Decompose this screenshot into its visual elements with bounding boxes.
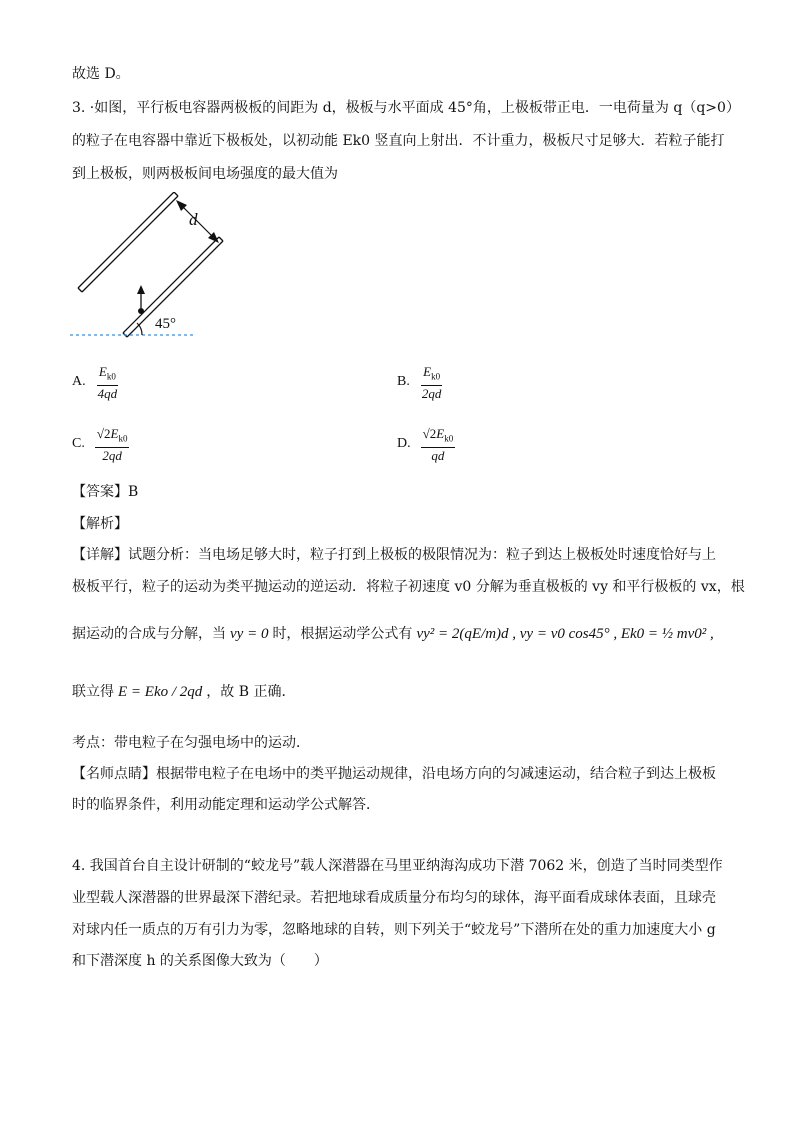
angle-label: 45° (155, 316, 176, 332)
option-b-fraction: $\frac{E_{k0}}{2qd}$ (421, 364, 442, 401)
q4-line-4: 和下潜深度 h 的关系图像大致为（ ） (72, 953, 328, 969)
detail-line-1: 【详解】试题分析：当电场足够大时，粒子打到上极板的极限情况为：粒子到达上极板处时速度恰好与上 (72, 547, 716, 563)
detail-line-4: 联立得 E = Eko / 2qd ，故 B 正确． (72, 684, 296, 700)
prev-answer: 故选 D。 (72, 66, 130, 82)
option-a-label: A. (72, 374, 86, 390)
option-d-label: D. (397, 436, 411, 452)
q4-line-1: 4. 我国首台自主设计研制的“蛟龙号”载人深潜器在马里亚纳海沟成功下潜 7062 米，创造了当时同类型作 (72, 858, 723, 874)
particle-dot (138, 308, 144, 314)
option-d-fraction: $\frac{√2E_{k0}}{qd}$ (422, 426, 454, 463)
distance-d-label: d (189, 210, 198, 229)
q3-line-1: 3. ·如图，平行板电容器两极板的间距为 d，极板与水平面成 45°角，上极板带正电．一电荷量为 q（q>0） (72, 100, 740, 116)
option-d[interactable] (397, 426, 455, 463)
q4-line-3: 对球内任一质点的万有引力为零，忽略地球的自转，则下列关于“蛟龙号”下潜所在处的重力加速度大小 g (72, 922, 716, 938)
option-a-fraction: $\frac{E_{k0}}{4qd}$ (97, 364, 118, 401)
upper-plate (78, 192, 178, 292)
distance-d-arrow (176, 200, 219, 243)
mingshi-line-1: 【名师点睛】根据带电粒子在电场中的类平抛运动规律，沿电场方向的匀减速运动，结合粒子到达上极板 (72, 766, 716, 782)
q4-line-2: 业型载人深潜器的世界最深下潜纪录。若把地球看成质量分布均匀的球体，海平面看成球体表面，且球壳 (72, 890, 716, 906)
option-a[interactable] (72, 364, 119, 401)
detail-line-3: 据运动的合成与分解，当 vy = 0 时，根据运动学公式有 vy² = 2(qE/m)d , vy = v0 cos45° , Ek0 = ½ mv0² , (72, 626, 714, 642)
velocity-arrowhead (137, 285, 145, 294)
option-b[interactable] (397, 364, 443, 401)
analysis-title: 【解析】 (72, 516, 128, 532)
kaodian-line: 考点：带电粒子在匀强电场中的运动． (72, 735, 310, 751)
q3-line-3: 到上极板，则两极板间电场强度的最大值为 (72, 166, 338, 182)
option-b-label: B. (397, 374, 410, 390)
q3-line-2: 的粒子在电容器中靠近下极板处，以初动能 Ek0 竖直向上射出．不计重力，极板尺寸足够大．若粒子能打 (72, 133, 725, 149)
option-c[interactable] (72, 426, 129, 463)
option-c-fraction: $\frac{√2E_{k0}}{2qd}$ (96, 426, 128, 463)
answer-line: 【答案】B (72, 484, 139, 500)
mingshi-line-2: 时的临界条件，利用动能定理和运动学公式解答． (72, 797, 380, 813)
option-c-label: C. (72, 436, 85, 452)
capacitor-figure (70, 192, 270, 342)
detail-line-2: 极板平行，粒子的运动为类平抛运动的逆运动．将粒子初速度 v0 分解为垂直极板的 vy 和平行极板的 vx，根 (72, 579, 745, 595)
